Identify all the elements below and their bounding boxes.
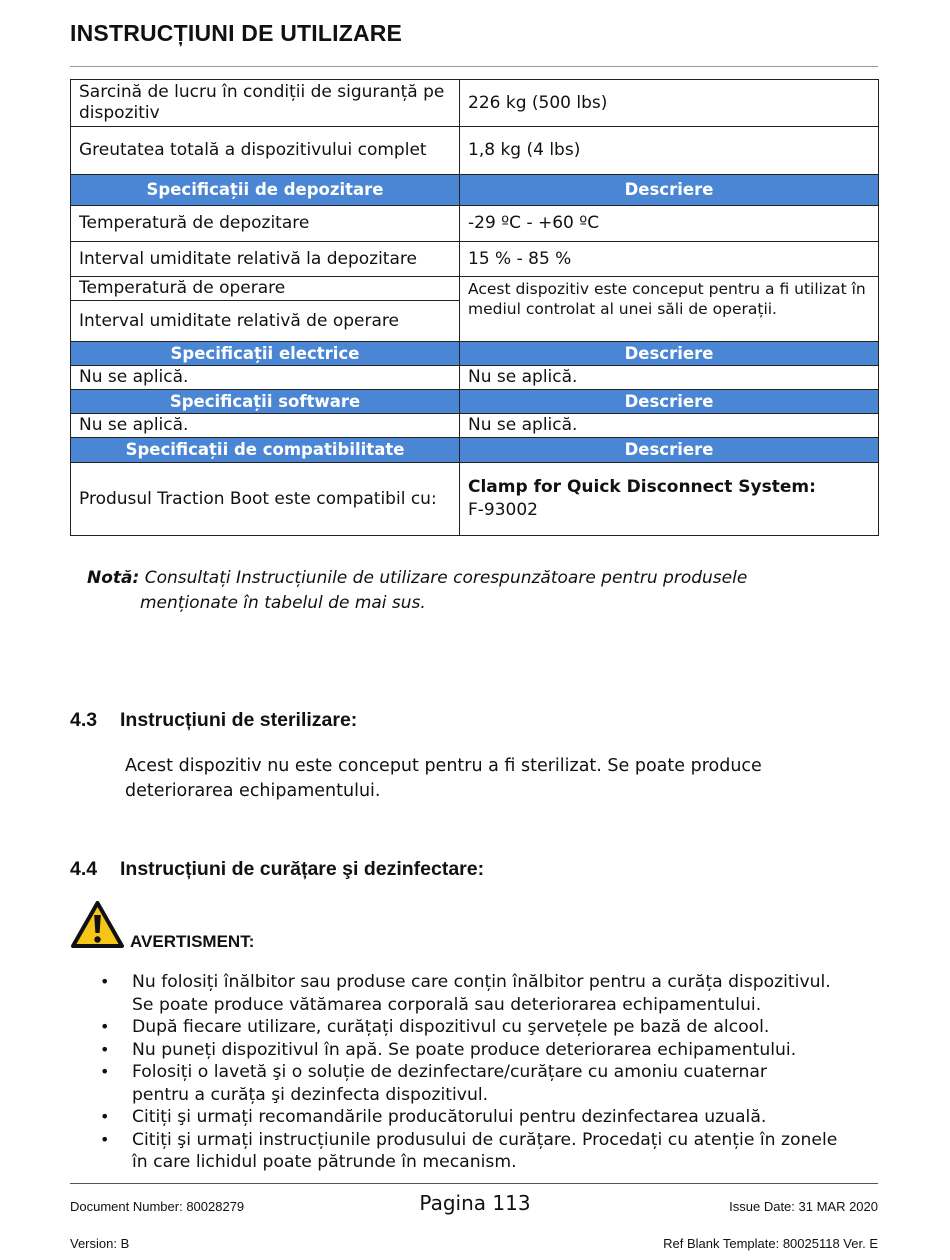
table-note: [87, 566, 847, 616]
list-item-line: Citiți şi urmați instrucțiunile produsului de curățare. Procedați cu atenție în zonele: [132, 1129, 838, 1150]
list-item: [100, 1039, 880, 1062]
section-heading-4-4: [70, 858, 484, 881]
table-row: [71, 277, 879, 301]
table-row: [71, 242, 879, 277]
list-item-line: Folosiți o lavetă şi o soluție de dezinfectare/curățare cu amoniu cuaternar: [132, 1062, 767, 1082]
list-item-line: în care lichidul poate pătrunde în mecanism.: [132, 1152, 517, 1172]
specifications-table: [70, 79, 879, 536]
sterilization-paragraph: [125, 754, 845, 804]
table-header-row: [71, 438, 879, 463]
table-cell: Interval umiditate relativă la depozitare: [71, 242, 460, 277]
note-line-1: Consultați Instrucțiunile de utilizare corespunzătoare pentru produsele: [144, 568, 748, 588]
table-row: [71, 414, 879, 438]
table-header-cell: Specificații electrice: [71, 342, 460, 366]
list-item-line: Citiți şi urmați recomandările producătorului pentru dezinfectarea uzuală.: [132, 1107, 767, 1127]
page-number: Pagina 113: [419, 1191, 531, 1215]
section-number: 4.3: [70, 709, 98, 731]
table-cell: Interval umiditate relativă de operare: [71, 301, 460, 342]
bullet-icon: •: [100, 1107, 110, 1126]
paragraph-line: Acest dispozitiv nu este conceput pentru a fi sterilizat. Se poate produce: [125, 756, 762, 776]
list-item-line: Nu puneți dispozitivul în apă. Se poate produce deteriorarea echipamentului.: [132, 1039, 797, 1060]
table-cell: Produsul Traction Boot este compatibil cu:: [71, 463, 460, 536]
compatible-product-name: Clamp for Quick Disconnect System:: [468, 477, 816, 497]
table-cell: Temperatură de operare: [71, 277, 460, 301]
table-header-row: [71, 342, 879, 366]
footer-divider: [70, 1183, 878, 1184]
table-cell: Nu se aplică.: [71, 414, 460, 438]
bullet-icon: •: [100, 1129, 110, 1149]
table-cell: Sarcină de lucru în condiții de siguranță pe dispozitiv: [71, 80, 460, 127]
list-item-line: După fiecare utilizare, curățați dispozitivul cu şervețele pe bază de alcool.: [132, 1017, 770, 1037]
compatible-product-code: F-93002: [468, 500, 538, 520]
list-item: [100, 1061, 880, 1106]
table-row: [71, 366, 879, 390]
document-number: Document Number: 80028279: [70, 1199, 245, 1214]
table-header-cell: Descriere: [460, 390, 879, 414]
template-reference: Ref Blank Template: 80025118 Ver. E: [663, 1236, 878, 1251]
table-row: [71, 463, 879, 536]
list-item: [100, 1106, 880, 1129]
table-cell: Nu se aplică.: [460, 414, 879, 438]
bullet-icon: •: [100, 972, 110, 991]
cleaning-instructions-list: [100, 971, 880, 1174]
table-row: [71, 206, 879, 242]
table-cell: -29 ºC - +60 ºC: [460, 206, 879, 242]
version: Version: B: [70, 1236, 130, 1251]
section-number: 4.4: [70, 858, 98, 880]
table-cell: 1,8 kg (4 lbs): [460, 127, 879, 175]
section-title: Instrucțiuni de sterilizare:: [120, 709, 358, 731]
table-header-row: [71, 390, 879, 414]
table-header-cell: Specificații de compatibilitate: [71, 438, 460, 463]
warning-label: AVERTISMENT:: [130, 932, 255, 951]
table-cell: 226 kg (500 lbs): [460, 80, 879, 127]
table-cell: Temperatură de depozitare: [71, 206, 460, 242]
table-cell: Greutatea totală a dispozitivului complet: [71, 127, 460, 175]
table-header-cell: Descriere: [460, 175, 879, 206]
bullet-icon: •: [100, 1039, 110, 1059]
table-row: [71, 80, 879, 127]
note-label: Notă:: [87, 568, 140, 588]
list-item: [100, 1129, 880, 1174]
table-cell: Acest dispozitiv este conceput pentru a fi utilizat în mediul controlat al unei săli de operații.: [460, 277, 879, 342]
list-item: [100, 971, 880, 1016]
table-cell: 15 % - 85 %: [460, 242, 879, 277]
table-header-cell: Descriere: [460, 438, 879, 463]
table-row: [71, 127, 879, 175]
table-header-cell: Specificații software: [71, 390, 460, 414]
issue-date: Issue Date: 31 MAR 2020: [729, 1199, 878, 1214]
paragraph-line: deteriorarea echipamentului.: [125, 781, 381, 801]
section-heading-4-3: [70, 709, 357, 732]
table-header-cell: Descriere: [460, 342, 879, 366]
bullet-icon: •: [100, 1017, 110, 1036]
list-item-line: Se poate produce vătămarea corporală sau deteriorarea echipamentului.: [132, 994, 762, 1015]
section-title: Instrucțiuni de curățare şi dezinfectare:: [120, 858, 485, 880]
warning-triangle-icon: [70, 900, 125, 950]
table-cell: [460, 463, 879, 536]
table-header-cell: Specificații de depozitare: [71, 175, 460, 206]
table-cell: Nu se aplică.: [71, 366, 460, 390]
list-item-line: Nu folosiți înălbitor sau produse care conțin înălbitor pentru a curăța dispozitivul.: [132, 972, 831, 992]
list-item: [100, 1016, 880, 1039]
table-header-row: [71, 175, 879, 206]
bullet-icon: •: [100, 1062, 110, 1081]
table-cell: Nu se aplică.: [460, 366, 879, 390]
page-header-title: INSTRUCȚIUNI DE UTILIZARE: [70, 20, 403, 46]
list-item-line: pentru a curăța şi dezinfecta dispozitivul.: [132, 1084, 489, 1105]
note-line-2: menționate în tabelul de mai sus.: [140, 593, 426, 613]
header-divider: [70, 66, 878, 67]
